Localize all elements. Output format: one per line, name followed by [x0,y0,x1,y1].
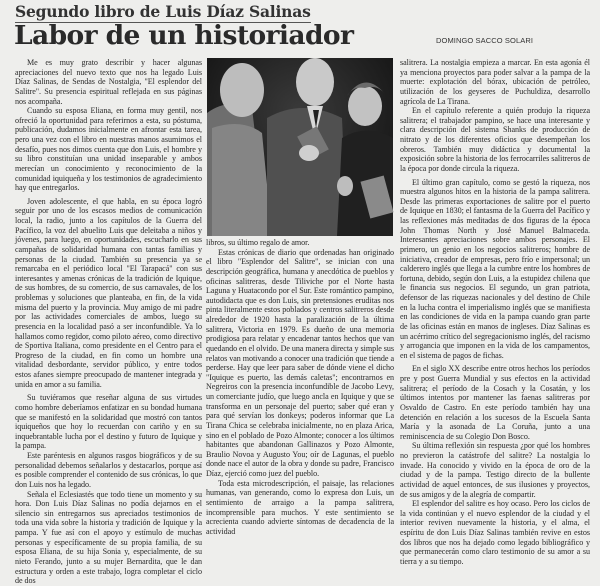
article-kicker: Segundo libro de Luis Díaz Salinas [15,2,311,21]
photo-caption: libros, su último regalo de amor. [206,238,310,247]
article-photo [207,58,393,236]
paragraph: Su última reflexión sin respuesta ¿por qué los hombres no previeron la catástrofe del salitre? La nostalgia lo invade. Ha conocido y vivido en la época de oro de la ciudad y de la pampa. Testigo directo de la bullente actividad de aquel entonces, de sus ilusiones y proyectos, de sus amigos y de la alegría de compartir. [400,441,590,499]
paragraph: salitrera. La nostalgia empieza a marcar. En esta agonía él ya menciona proyectos para poder salvar a la pampa de la muerte: explotación del bórax, ubicación de petróleo, utilización de los geyseres de Puchuldiza, desarrollo agrícola de La Tirana. [400,58,590,106]
article-column-2 [206,58,394,536]
paragraph: Señala el Eclesiastés que todo tiene un momento y su hora. Don Luis Díaz Salinas no podía dejarnos en el silencio sin entregarnos sus apreciados testimonios de toda una vida sobre la historia y tradición de Iquique y la pampa. Y fue así con el apoyo y estímulo de muchas personas y específicamente de su propia familia, de su esposa Eliana, de su hija Sonia y, especialmente, de su nieto Ferando, junto a su mujer Bernardita, que le dan estructura y orden a este trabajo, logra completar el ciclo de dos [15,489,202,586]
paragraph: Toda esta microdescripción, el paisaje, las relaciones humanas, van generando, como lo expresa don Luis, un sentimiento de arraigo a la pampa salitrera, incomprensible para muchos. Y este sentimiento se acrecienta cuando advierte síntomas de decadencia de la actividad [206,478,394,536]
article-column-3 [400,58,590,566]
paragraph: Este paréntesis en algunos rasgos biográficos y de su personalidad debemos señalarlos y destacarlos, porque así es posible comprender el contenido de sus crónicas, lo que don Luis nos ha legado. [15,451,202,489]
paragraph: En el capítulo referente a quién produjo la riqueza salitrera; el trabajador pampino, se hace una interesante y clara descripción del sistema Shanks de producción de nitrato y de los diferentes oficios que desempeñan los obreros. También muy didáctica y documental la exposición sobre la historia de los ferrocarriles salitreros de la época por donde circula la riqueza. [400,106,590,173]
paragraph: Joven adolescente, el que habla, en su época logró seguir por uno de los escasos medios de comunicación local, la radio, junto a los capítulos de la Guerra del Pacífico, la voz del abuelito Luis que deleitaba a niños y jóvenes, para luego, en oportunidades, escucharlo en sus campañas de solidaridad humana con tantas familias y personas de la ciudad. También su presencia ya se remarcaba en el periódico local "El Tarapacá" con sus interesantes y amenas crónicas de la tradición de Iquique, de sus hombres, de su comercio, de sus carnavales, de los problemas y soluciones que planteaba, en fin, de la vida misma del puerto y la provincia. Muy amigo de mi padre por las actividades comerciales de ambos, luego su presencia en la localidad pasó a ser inconfundible. Ya lo hallamos como regidor, como piloto aéreo, como directivo de Sportiva Italiana, como presidente en el Centro para el Progreso de la ciudad, en fin como un hombre una vitalidad desbordante, servidor público, y entre todos estos afanes siempre preocupado de mantener integrada y unida en amor a su familia. [15,196,202,389]
paragraph: El esplendor del salitre es hoy ocaso. Pero los ciclos de la vida continúan y el nuevo esplendor de la ciudad y el interior reviven nuevamente la historia, y el alma, el espíritu de don Luis Díaz Salinas también revive en estos dos libros que nos ha dejado como legado bibliográfico y que permanecerán como claro testimonio de su amor a su tierra y a su tiempo. [400,499,590,566]
paragraph: El último gran capítulo, como se gestó la riqueza, nos muestra algunos hitos en la historia de la pampa salitrera. Desde las primeras exportaciones de salitre por el puerto de Iquique en 1830; el fantasma de la Guerra del Pacífico y las reflexiones más meditadas de dos figuras de la época John Thomas North y José Manuel Balmaceda. Interesantes apreciaciones sobre ambos personajes. El primero, un genio en los negocios salitreros; hombre de iniciativa, creador de empresas, pero frío e impersonal; un calderero inglés que llega a la cumbre entre los hombres de fortuna, debido, según don Luis, a la estupidez chilena que le financia sus negocios. El segundo, un gran patriota, defensor de las riquezas nacionales y del destino de Chile en la lucha contra el imperialismo inglés que se manifiesta en las condiciones de vida en la pampa cuando gran parte de las oficinas están en manos de ingleses. Díaz Salinas es un acérrimo crítico del segregacionismo inglés, del racismo y arrogancia que imponen en la vida de los campamentos, en el sistema de pagos de fichas. [400,177,590,360]
paragraph: Su tuviéramos que reseñar alguna de sus virtudes como hombre deberíamos enfatizar en su bondad humana que se manifestó en la solidaridad que mostró con tantos iquiqueños que hoy lo recuerdan con cariño y en su inquebrantable lucha por el destino y futuro de Iquique y la pampa. [15,393,202,451]
photo-three-people-image [207,58,393,236]
paragraph: En el siglo XX describe entre otros hechos los períodos pre y post Guerra Mundial y sus efectos en la actividad salitrera; el período de la Cosach y la Cosatán, y los últimos intentos por mantener las faenas salitreras por Osvaldo de Castro. En este período también hay una detención en relación a los sucesos de la Escuela Santa María y la asonada de La Coruña, junto a una reminiscencia de su Colegio Don Bosco. [400,364,590,441]
article-column-1 [15,58,202,586]
paragraph: Me es muy grato describir y hacer algunas apreciaciones del nuevo texto que nos ha legado Luis Díaz Salinas, de Sendas de Nostalgia, "El esplendor del Salitre". Su presencia espiritual reflejada en sus páginas nos acompaña. [15,58,202,106]
paragraph: Estas crónicas de diario que ordenadas han originado el libro "Esplendor del Salitre", se inician con una descripción geográfica, humana y anecdótica de pueblos y oficinas salitreras, desde Tiliviche por el Norte hasta Laguna y Huatacondo por el Sur. Este romántico pampino, autodidacta que es don Luis, sin pretensiones eruditas nos pinta literalmente estos poblados y centros salitreros desde alrededor de 1920 hasta la paralización de la última salitrera, Victoria en 1979. Es dueño de una memoria prodigiosa para relatar y encadenar tantos hechos que van quedando en el olvido. De una manera directa y simple sus relatos van motivando a conocer una tradición que tiende a perderse. Hay que leer para saber de dónde viene el dicho "Iquique es puerto, las demás caletas"; encontrarnos en Negreiros con la presencia inconfundible de Jacobo Levy, un comerciante judío, que luego ancla en Iquique y que se transforma en un personaje del puerto; saber qué eran y para qué servían los donkeys; poderos informar que La Tirana Chica se celebraba inicialmente, no en plaza Arica, sino en el poblado de Pozo Almonte; conocer a los últimos habitantes que abandonan Gallinazos y Pozo Almonte, Braulio Novoa y Augusto You; oír de Lagunas, el pueblo donde nace el autor de la obra y donde su padre, Francisco Díaz, ejerció como juez del pueblo. [206,247,394,478]
paragraph: Cuando su esposa Eliana, en forma muy gentil, nos ofreció la oportunidad para referirnos a esta, su póstuma, publicación, dudamos inicialmente en afrontar esta tarea, pero una vez con el libro en nuestras manos asumimos el desafío, pues nos dimos cuenta que don Luis, el hombre y su libro constituían una unidad inseparable y ambos merecían un conocimiento y reconocimiento de la comunidad iquiqueña y los testimonios de agradecimiento hay que entregarlos. [15,106,202,193]
article-headline: Labor de un historiador [14,20,354,51]
article-byline: DOMINGO SACCO SOLARI [436,36,534,45]
